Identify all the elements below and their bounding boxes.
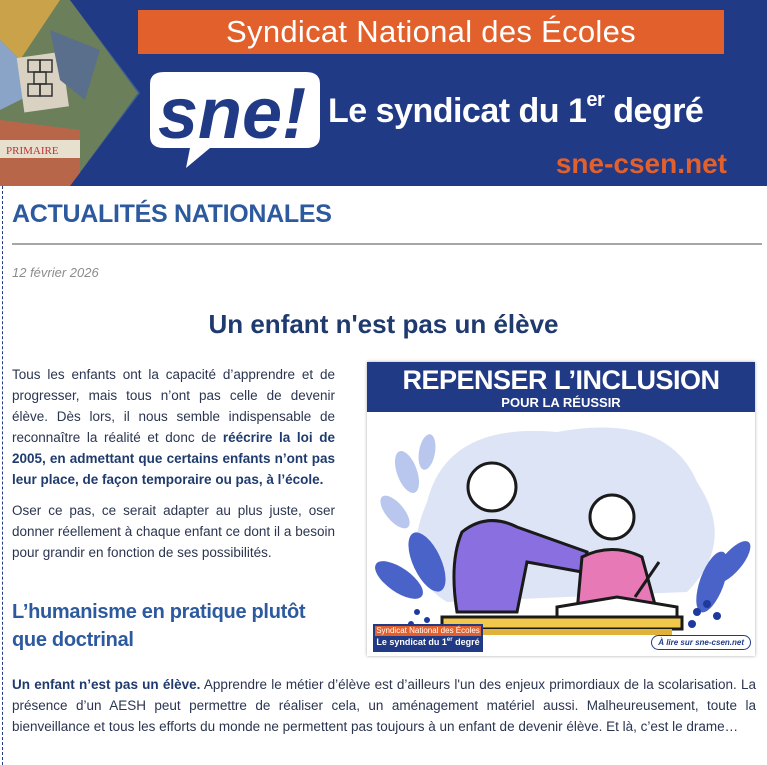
illustration-subtitle: POUR LA RÉUSSIR (501, 395, 621, 410)
banner-url[interactable]: sne-csen.net (555, 148, 727, 179)
illustration-logo (373, 624, 483, 652)
paragraph-3: Un enfant n’est pas un élève. Apprendre le métier d’élève est d’ailleurs l'un des enjeux primordiaux de la scolarisation. La présence d’un AESH peut permettre de réaliser cela, un aménagement matériel aussi. Malheureusement, toute la bienveillance et tous les efforts du monde ne permettent pas toujours à un enfant de devenir élève. Et là, c’est le drame… (12, 677, 756, 734)
illustration-header (367, 362, 755, 412)
header-banner (0, 0, 767, 186)
article-title: Un enfant n'est pas un élève (208, 309, 559, 339)
article-date: 12 février 2026 (12, 265, 99, 280)
left-dashed-rule (2, 186, 3, 765)
sne-logo-text: sne! (158, 74, 307, 154)
section-title: ACTUALITÉS NATIONALES (12, 200, 332, 228)
illustration-logo-top: Syndicat National des Écoles (376, 626, 480, 635)
illustration-title: REPENSER L’INCLUSION (402, 365, 720, 395)
union-name-bar: Syndicat National des Écoles (138, 10, 724, 54)
banner-tagline: Le syndicat du 1er degré (328, 88, 704, 130)
paragraph-3-emphasis: Un enfant n’est pas un élève. (12, 677, 201, 692)
paragraph-1-emphasis: réécrire la loi de 2005, en admettant que certains enfants n’ont pas leur place, de façon temporaire ou pas, à l’école. (12, 430, 336, 487)
paragraph-2: Oser ce pas, ce serait adapter au plus juste, oser donner réellement à chaque enfant ce dont il a besoin pour grandir en fonction de ses possibilités. (12, 503, 335, 560)
illustration-url-badge: À lire sur sne-csen.net (651, 635, 751, 650)
subheading: L’humanisme en pratique plutôt que doctrinal (12, 601, 306, 651)
section-divider (12, 243, 762, 245)
school-photo-collage (0, 0, 140, 186)
illustration-logo-bottom: Le syndicat du 1er degré (376, 637, 480, 647)
sne-logo (140, 62, 330, 172)
student-helper-drawing (367, 412, 755, 656)
photo-sign-text: PRIMAIRE (6, 145, 59, 157)
inclusion-illustration (367, 362, 755, 656)
paragraph-1: Tous les enfants ont la capacité d’apprendre et de progresser, mais tous n’ont pas celle de devenir élève. Dès lors, il nous semble indispensable de reconnaître la réalité et donc de réécrire la loi de 2005, en admettant que certains enfants n’ont pas leur place, de façon temporaire ou pas, à l’école. (12, 367, 336, 487)
